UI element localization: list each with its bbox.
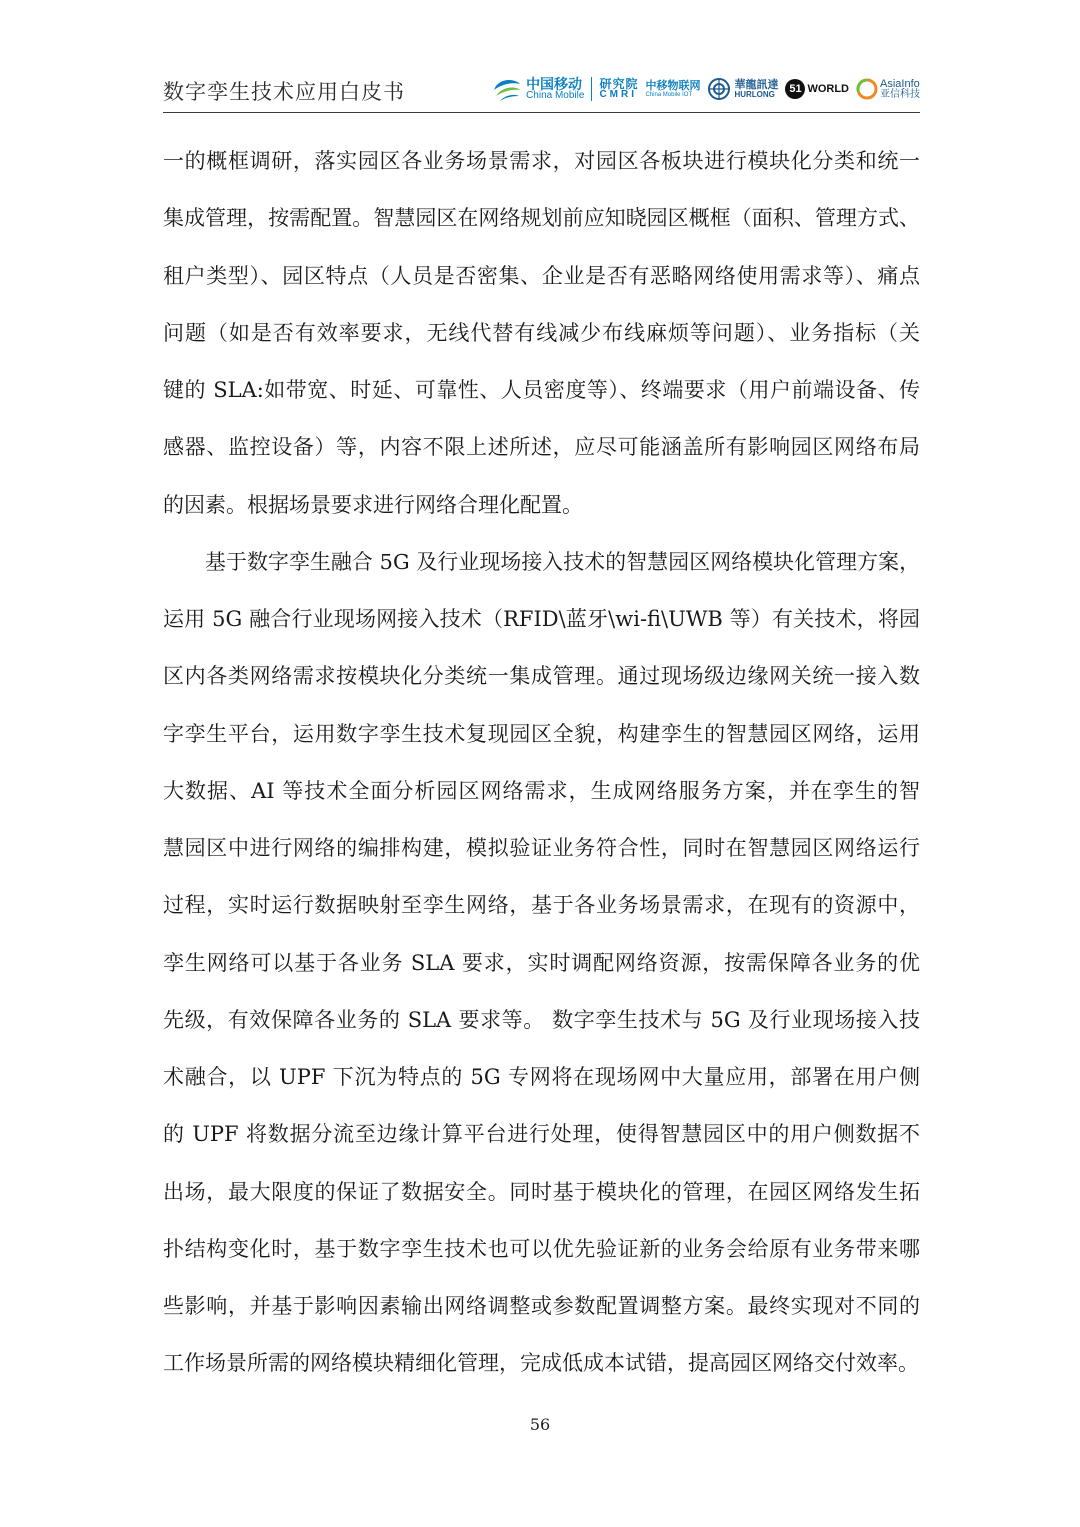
- text-line: 工作场景所需的网络模块精细化管理，完成低成本试错，提高园区网络交付效率。: [163, 1351, 919, 1376]
- cmri-en: CMRI: [599, 89, 637, 100]
- text-line: 的 UPF 将数据分流至边缘计算平台进行处理，使得智慧园区中的用户侧数据不: [163, 1122, 920, 1147]
- text-line: 一的概框调研，落实园区各业务场景需求，对园区各板块进行模块化分类和统一: [163, 149, 920, 173]
- 51world-text: WORLD: [807, 83, 849, 95]
- text-line: 运用 5G 融合行业现场网接入技术（RFID\蓝牙\wi-fi\UWB 等）有关技术，将园: [163, 607, 920, 631]
- text-line: 键的 SLA:如带宽、时延、可靠性、人员密度等）、终端要求（用户前端设备、传: [163, 378, 920, 402]
- text-line: 集成管理，按需配置。智慧园区在网络规划前应知晓园区概框（面积、管理方式、: [163, 206, 920, 231]
- text-line: 扑结构变化时，基于数字孪生技术也可以优先验证新的业务会给原有业务带来哪: [163, 1236, 920, 1261]
- china-mobile-cn: 中国移动: [526, 76, 583, 92]
- china-mobile-logo: [492, 76, 584, 102]
- text-line: 区内各类网络需求按模块化分类统一集成管理。通过现场级边缘网关统一接入数: [163, 664, 920, 689]
- text-line: 术融合，以 UPF 下沉为特点的 5G 专网将在现场网中大量应用，部署在用户侧: [163, 1065, 920, 1089]
- 51world-logo: [785, 79, 849, 99]
- china-mobile-emblem-icon: [492, 76, 522, 102]
- text-line: 大数据、AI 等技术全面分析园区网络需求，生成网络服务方案，并在孪生的智: [163, 778, 920, 803]
- text-line: 租户类型）、园区特点（人员是否密集、企业是否有恶略网络使用需求等）、痛点: [163, 263, 920, 288]
- partner-logos: [492, 72, 920, 106]
- iot-cn: 中移物联网: [645, 79, 701, 92]
- page-number: 56: [529, 1415, 551, 1434]
- text-line: 的因素。根据场景要求进行网络合理化配置。: [163, 492, 583, 517]
- text-line: 些影响，并基于影响因素输出网络调整或参数配置调整方案。最终实现对不同的: [163, 1294, 920, 1318]
- text-line: 过程，实时运行数据映射至孪生网络，基于各业务场景需求，在现有的资源中，: [163, 893, 920, 918]
- body-text: [163, 137, 920, 1397]
- hurlong-cn: 華龍訊達: [734, 78, 779, 91]
- text-line: 感器、监控设备）等，内容不限上述所述，应尽可能涵盖所有影响园区网络布局: [163, 435, 920, 460]
- logo-divider: [591, 77, 592, 101]
- cmri-logo: [599, 78, 638, 100]
- hurlong-en: HURLONG: [734, 89, 775, 99]
- asiainfo-emblem-icon: [856, 78, 878, 100]
- text-line: 字孪生平台，运用数字孪生技术复现园区全貌，构建孪生的智慧园区网络，运用: [163, 721, 920, 746]
- hurlong-emblem-icon: [707, 77, 731, 101]
- hurlong-logo: [707, 77, 778, 101]
- document-title: 数字孪生技术应用白皮书: [163, 80, 405, 104]
- header-rule: [163, 112, 920, 113]
- 51world-badge: 51: [785, 79, 805, 99]
- paragraph: [163, 137, 920, 538]
- asiainfo-logo: [856, 78, 920, 100]
- text-line: 问题（如是否有效率要求，无线代替有线减少布线麻烦等问题）、业务指标（关: [163, 320, 920, 345]
- text-line: 出场，最大限度的保证了数据安全。同时基于模块化的管理，在园区网络发生拓: [163, 1179, 920, 1204]
- paragraph: [163, 538, 920, 1397]
- asiainfo-en: AsiaInfo: [880, 77, 920, 90]
- china-mobile-iot-logo: [645, 81, 700, 98]
- iot-en: China Mobile IOT: [645, 91, 693, 98]
- text-line: 孪生网络可以基于各业务 SLA 要求，实时调配网络资源，按需保障各业务的优: [163, 950, 920, 975]
- text-line: 基于数字孪生融合 5G 及行业现场接入技术的智慧园区网络模块化管理方案，: [205, 549, 920, 574]
- text-line: 先级，有效保障各业务的 SLA 要求等。 数字孪生技术与 5G 及行业现场接入技: [163, 1007, 920, 1032]
- china-mobile-en: China Mobile: [526, 90, 585, 101]
- text-line: 慧园区中进行网络的编排构建，模拟验证业务符合性，同时在智慧园区网络运行: [163, 836, 920, 860]
- asiainfo-cn: 亚信科技: [880, 88, 920, 100]
- cmri-cn: 研究院: [599, 77, 639, 91]
- page-header: [163, 66, 920, 110]
